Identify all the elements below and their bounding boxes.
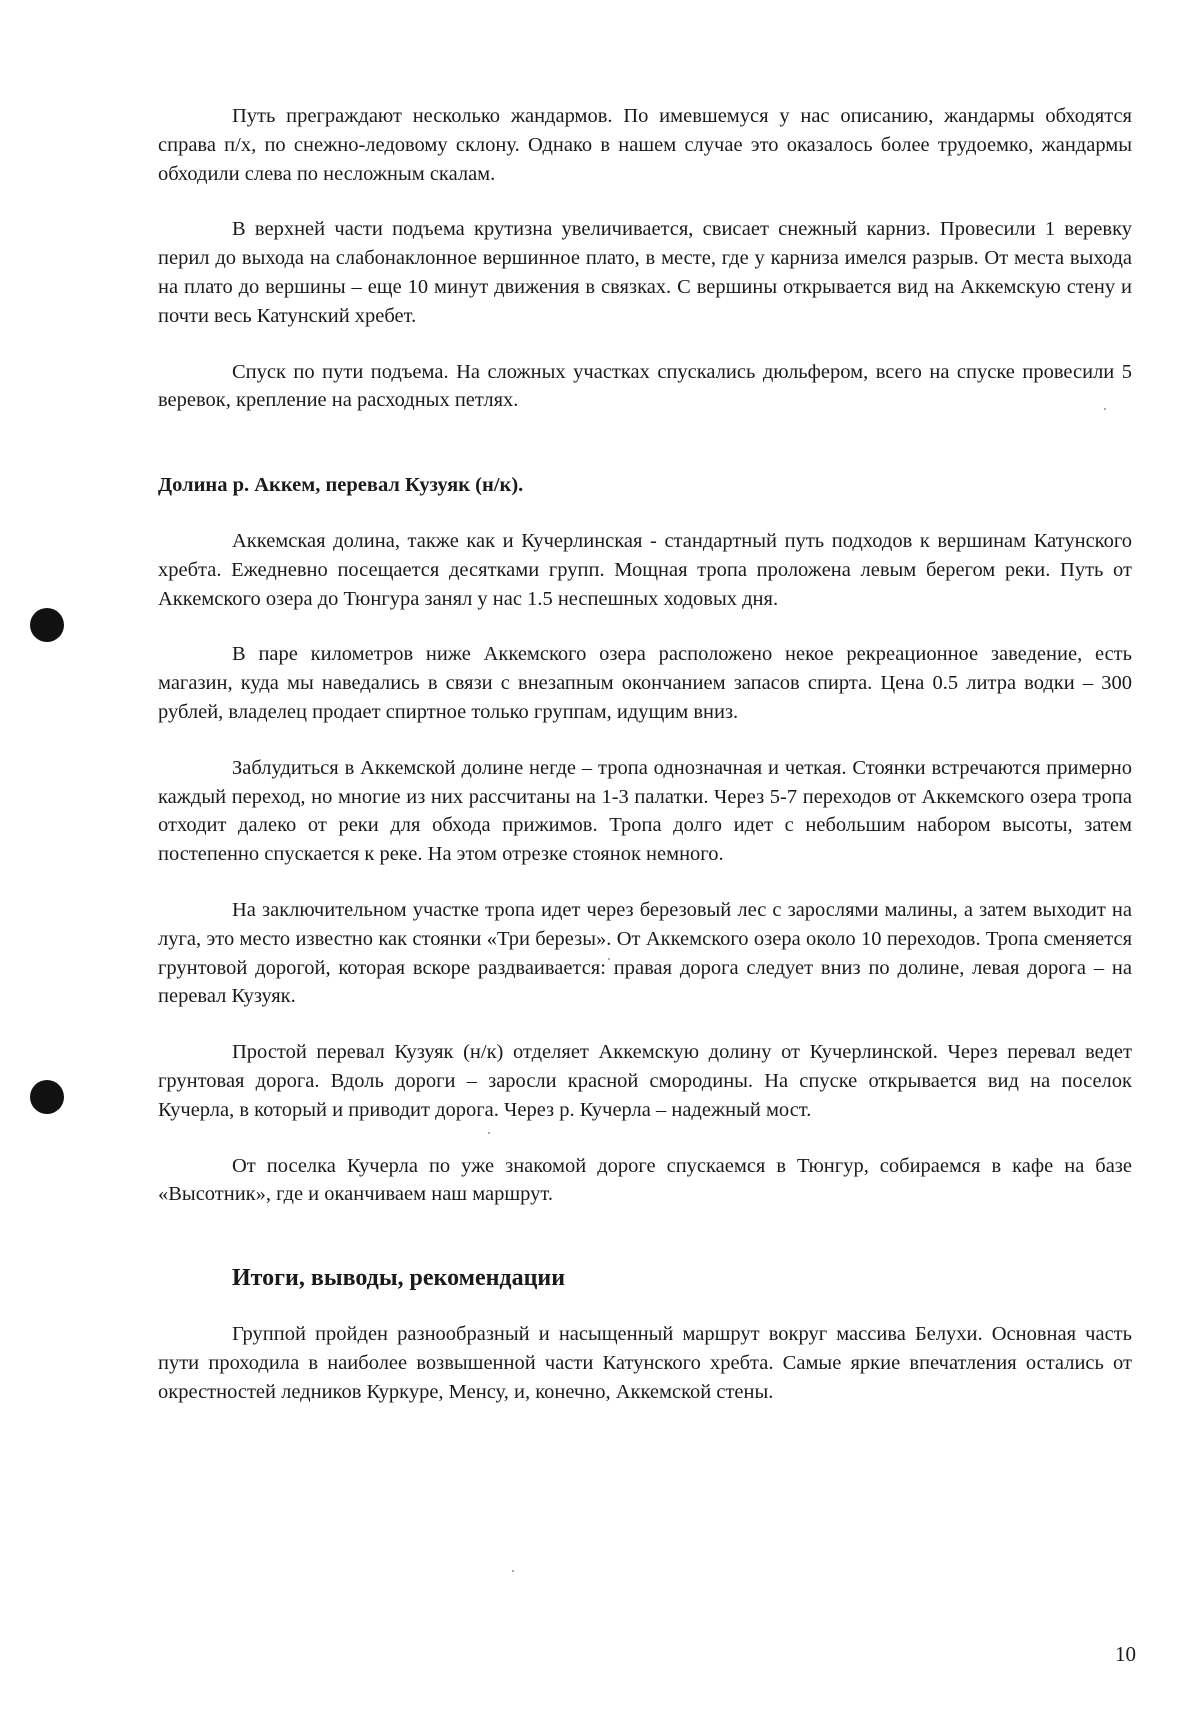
paragraph: На заключительном участке тропа идет через березовый лес с зарослями малины, а затем выходит на луга, это место известно как стоянки «Три березы». От Аккемского озера около 10 переходов. Тропа сменяется грунтовой дорогой, которая вскоре раздваивается: правая дорога следует вниз по долине, левая дорога – на перевал Кузуяк. xyxy=(158,898,1132,1008)
paragraph-gap xyxy=(158,1125,1132,1152)
paragraph: Простой перевал Кузуяк (н/к) отделяет Аккемскую долину от Кучерлинской. Через перевал ведет грунтовая дорога. Вдоль дороги – заросли красной смородины. На спуске открывается вид на поселок Кучерла, в который и приводит дорога. Через р. Кучерла – надежный мост. xyxy=(158,1041,1132,1121)
punch-hole xyxy=(30,1080,64,1114)
section-gap xyxy=(158,1209,1132,1263)
paragraph-gap xyxy=(158,188,1132,215)
paragraph: В паре километров ниже Аккемского озера расположено некое рекреационное заведение, есть магазин, куда мы наведались в связи с внезапным окончанием запасов спирта. Цена 0.5 литра водки – 300 рублей, владелец продает спиртное только группам, идущим вниз. xyxy=(158,643,1132,723)
paragraph: Заблудиться в Аккемской долине негде – тропа однозначная и четкая. Стоянки встречаются примерно каждый переход, но многие из них рассчитаны на 1-3 палатки. Через 5-7 переходов от Аккемского озера тропа отходит далеко от реки для обхода прижимов. Тропа долго идет с небольшим набором высоты, затем постепенно спускается к реке. На этом отрезке стоянок немного. xyxy=(158,756,1132,866)
paragraph: Аккемская долина, также как и Кучерлинская - стандартный путь подходов к вершинам Катунского хребта. Ежедневно посещается десятками групп. Мощная тропа проложена левым берегом реки. Путь от Аккемского озера до Тюнгура занял у нас 1.5 неспешных ходовых дня. xyxy=(158,529,1132,610)
section-gap xyxy=(158,415,1132,471)
paragraph: Группой пройден разнообразный и насыщенный маршрут вокруг массива Белухи. Основная часть пути проходила в наиболее возвышенной части Катунского хребта. Самые яркие впечатления остались от окрестностей ледников Куркуре, Менсу, и, конечно, Аккемской стены. xyxy=(158,1323,1132,1403)
paragraph-gap xyxy=(158,331,1132,358)
paragraph-gap xyxy=(158,727,1132,754)
punch-hole xyxy=(30,608,64,642)
paragraph: От поселка Кучерла по уже знакомой дороге спускаемся в Тюнгур, собираемся в кафе на базе «Высотник», где и оканчиваем наш маршрут. xyxy=(158,1154,1132,1206)
paragraph-gap xyxy=(158,500,1132,527)
paragraph: В верхней части подъема крутизна увеличивается, свисает снежный карниз. Провесили 1 веревку перил до выхода на слабонаклонное вершинное плато, в месте, где у карниза имелся разрыв. От места выхода на плато до вершины – еще 10 минут движения в связках. С вершины открывается вид на Аккемскую стену и почти весь Катунский хребет. xyxy=(158,218,1132,327)
paragraph: Путь преграждают несколько жандармов. По имевшемуся у нас описанию, жандармы обходятся справа п/х, по снежно-ледовому склону. Однако в нашем случае это оказалось более трудоемко, жандармы обходили слева по несложным скалам. xyxy=(158,105,1132,185)
section-heading: Итоги, выводы, рекомендации xyxy=(232,1265,566,1292)
paragraph: Спуск по пути подъема. На сложных участках спускались дюльфером, всего на спуске провесили 5 веревок, крепление на расходных петлях. xyxy=(158,360,1132,412)
paragraph-gap xyxy=(158,613,1132,640)
text-column xyxy=(158,102,1132,1407)
paragraph-gap xyxy=(158,869,1132,896)
subheading: Долина р. Аккем, перевал Кузуяк (н/к). xyxy=(158,474,524,497)
page-number: 10 xyxy=(1115,1642,1136,1666)
paragraph-gap xyxy=(158,1011,1132,1038)
scan-speck xyxy=(512,1570,514,1572)
paragraph-gap xyxy=(158,1293,1132,1320)
